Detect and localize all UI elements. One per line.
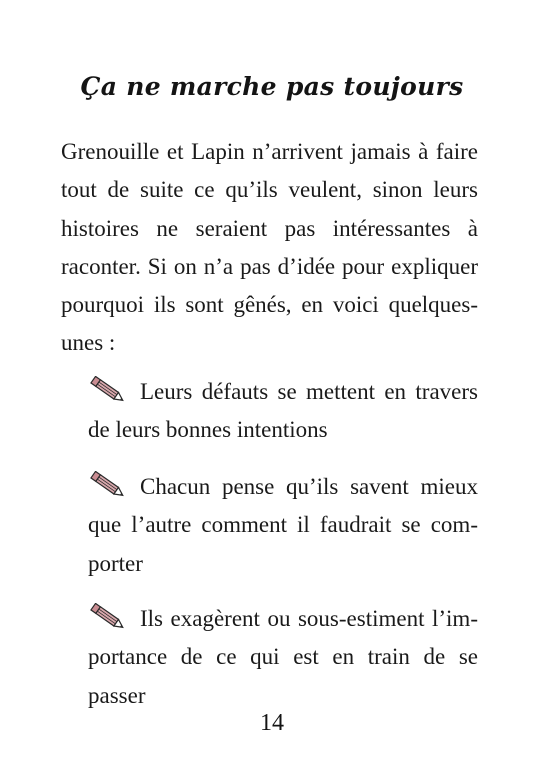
- list-item: [88, 373, 478, 450]
- bullet-text: Ils exagèrent ou sous-estiment l’importance de ce qui est en train de se passer: [88, 606, 478, 708]
- page-number: 14: [260, 710, 284, 736]
- page-title: Ça ne marche pas toujours: [80, 72, 464, 101]
- pencil-icon: [88, 376, 128, 404]
- list-item: [88, 468, 478, 583]
- bullet-text: Leurs défauts se mettent en travers de leurs bonnes intentions: [88, 379, 478, 443]
- bullet-text: Chacun pense qu’ils savent mieux que l’autre comment il faudrait se comporter: [88, 474, 478, 576]
- pencil-icon: [88, 603, 128, 631]
- pencil-icon: [88, 471, 128, 499]
- list-item: [88, 600, 478, 715]
- intro-paragraph: Grenouille et Lapin n’arrivent jamais à faire tout de suite ce qu’ils veulent, sinon leurs histoires ne seraient pas intéressantes à raconter. Si on n’a pas d’idée pour expliquer pourquoi ils sont gênés, en voici quelques-unes :: [61, 139, 478, 356]
